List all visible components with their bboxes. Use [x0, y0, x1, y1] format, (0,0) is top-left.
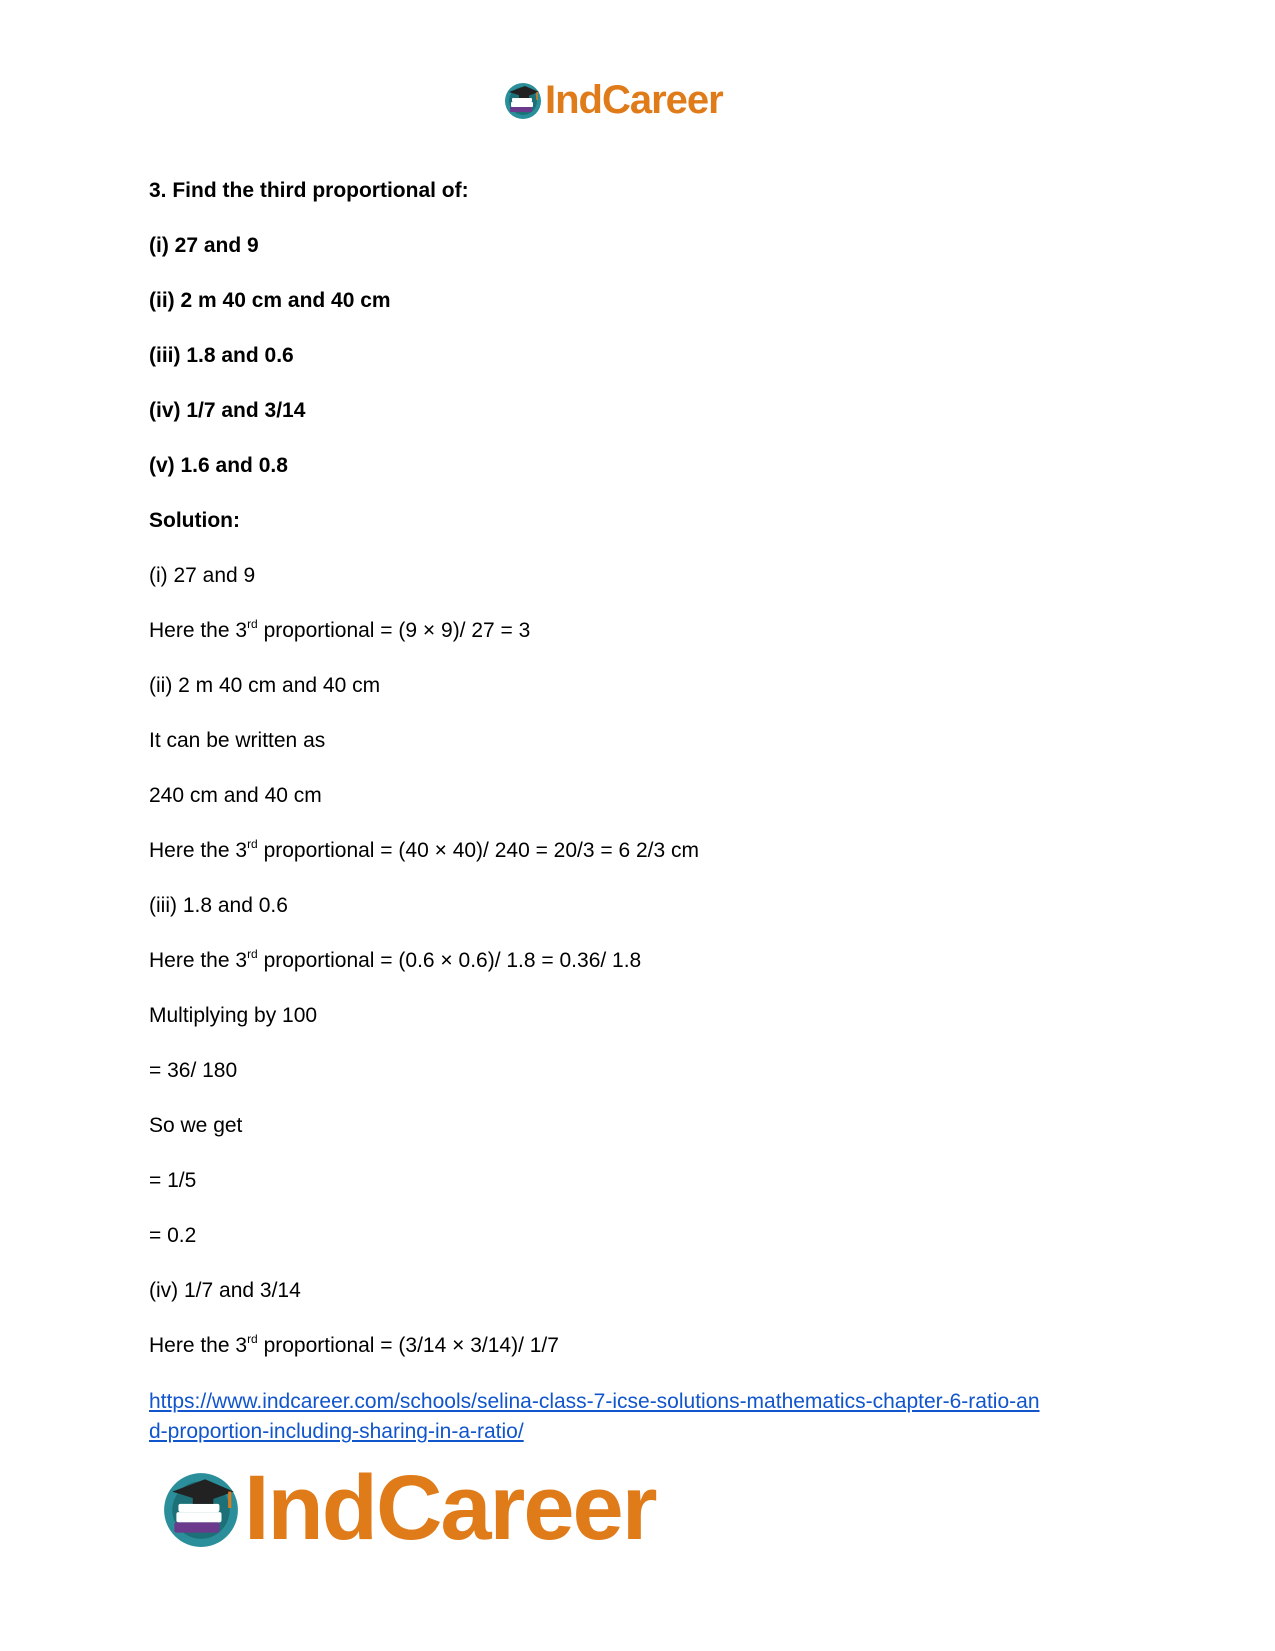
solution-line: It can be written as [149, 729, 326, 752]
solution-line: Here the 3rd proportional = (0.6 × 0.6)/ 1.8 = 0.36/ 1.8 [149, 947, 642, 972]
logo-wordmark: IndCareer [545, 78, 723, 122]
question-title: 3. Find the third proportional of: [149, 179, 469, 202]
solution-line: Here the 3rd proportional = (40 × 40)/ 240 = 20/3 = 6 2/3 cm [149, 837, 700, 862]
question-part: (iii) 1.8 and 0.6 [149, 344, 294, 367]
question-part: (v) 1.6 and 0.8 [149, 454, 288, 477]
document-body [149, 174, 1129, 1384]
solution-line: Here the 3rd proportional = (9 × 9)/ 27 = 3 [149, 617, 531, 642]
source-link[interactable] [149, 1387, 1129, 1447]
solution-line: (ii) 2 m 40 cm and 40 cm [149, 674, 381, 697]
graduation-book-icon [503, 80, 543, 120]
question-part: (iv) 1/7 and 3/14 [149, 399, 306, 422]
solution-line: (iv) 1/7 and 3/14 [149, 1279, 301, 1302]
source-link-line2[interactable]: d-proportion-including-sharing-in-a-ratio/ [149, 1420, 524, 1443]
indcareer-logo-top [503, 80, 723, 120]
question-part: (ii) 2 m 40 cm and 40 cm [149, 289, 391, 312]
question-part: (i) 27 and 9 [149, 234, 259, 257]
solution-line: Here the 3rd proportional = (3/14 × 3/14)/ 1/7 [149, 1332, 559, 1357]
solution-line: Multiplying by 100 [149, 1004, 318, 1027]
solution-heading: Solution: [149, 509, 240, 532]
source-link-line1[interactable]: https://www.indcareer.com/schools/selina-class-7-icse-solutions-mathematics-chapter-6-ratio-an [149, 1390, 1040, 1413]
solution-line: = 1/5 [149, 1169, 197, 1192]
solution-line: 240 cm and 40 cm [149, 784, 322, 807]
solution-line: = 0.2 [149, 1224, 197, 1247]
solution-line: So we get [149, 1114, 243, 1137]
solution-line: (iii) 1.8 and 0.6 [149, 894, 288, 917]
solution-line: (i) 27 and 9 [149, 564, 256, 587]
graduation-book-icon [160, 1467, 242, 1549]
solution-line: = 36/ 180 [149, 1059, 238, 1082]
logo-wordmark: IndCareer [244, 1457, 656, 1559]
indcareer-logo-bottom [160, 1457, 656, 1559]
